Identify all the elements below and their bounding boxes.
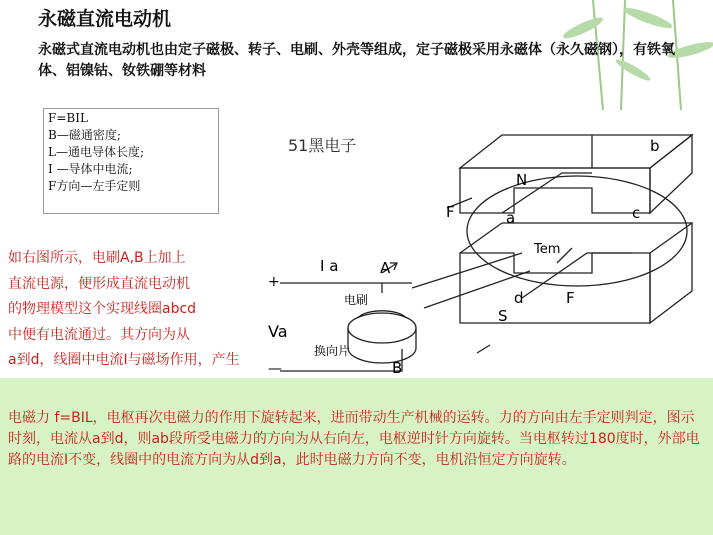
- page-title: 永磁直流电动机: [38, 8, 172, 30]
- label-minus: —: [268, 361, 282, 377]
- label-d: d: [514, 289, 524, 307]
- formula-line: F=BIL: [48, 111, 88, 125]
- intro-paragraph: 永磁式直流电动机也由定子磁极、转子、电刷、外壳等组成，定子磁极采用永磁体（永久磁钢），有铁氧体、铝镍钴、钕铁硼等材料: [38, 42, 675, 79]
- formula-line: B—磁通密度;: [48, 128, 121, 142]
- label-plus: +: [268, 274, 280, 290]
- bottom-paragraph: 电磁力 f=BIL，电枢再次电磁力的作用下旋转起来，进而带动生产机械的运转。力的方向由左手定则判定，图示时刻，电流从a到d，则ab段所受电磁力的方向为从右向左，电枢逆时针方向旋转。当电枢转过180度时，外部电路的电流I不变，线圈中的电流方向为从d到a，此时电磁力方向不变，电机沿恒定方向旋转。: [8, 410, 700, 468]
- label-b: b: [650, 137, 660, 155]
- formula-line: F方向—左手定则: [48, 179, 141, 193]
- label-A: A: [380, 259, 391, 277]
- left-line: 如右图所示，电刷A,B上加上: [8, 250, 186, 266]
- left-paragraph: [8, 246, 308, 374]
- label-Tem: Tem: [534, 242, 561, 257]
- label-N: N: [516, 171, 528, 189]
- label-commutator: 换向片: [314, 344, 351, 358]
- label-Ia: I a: [320, 257, 339, 275]
- left-line: 直流电源，便形成直流电动机: [8, 275, 190, 292]
- formula-line: L—通电导体长度;: [48, 145, 145, 159]
- label-F2: F: [566, 289, 575, 307]
- label-brush: 电刷: [344, 293, 369, 307]
- label-B: B: [392, 359, 403, 377]
- left-line: a到d，线圈中电流I与磁场作用，产生: [8, 352, 240, 368]
- left-line: 的物理模型这个实现线圈abcd: [8, 301, 197, 317]
- magnet-upper-front: [460, 168, 650, 213]
- formula-box: [43, 108, 219, 214]
- formula-line: I —导体中电流;: [48, 162, 133, 176]
- label-S: S: [498, 307, 508, 325]
- armature-ellipse: [467, 176, 687, 286]
- label-F1: F: [446, 203, 455, 221]
- label-Va: Va: [268, 322, 288, 341]
- watermark: 51黑电子: [288, 136, 357, 155]
- left-line: 中便有电流通过。其方向为从: [8, 326, 190, 343]
- label-a: a: [506, 209, 516, 227]
- label-c: c: [632, 204, 641, 222]
